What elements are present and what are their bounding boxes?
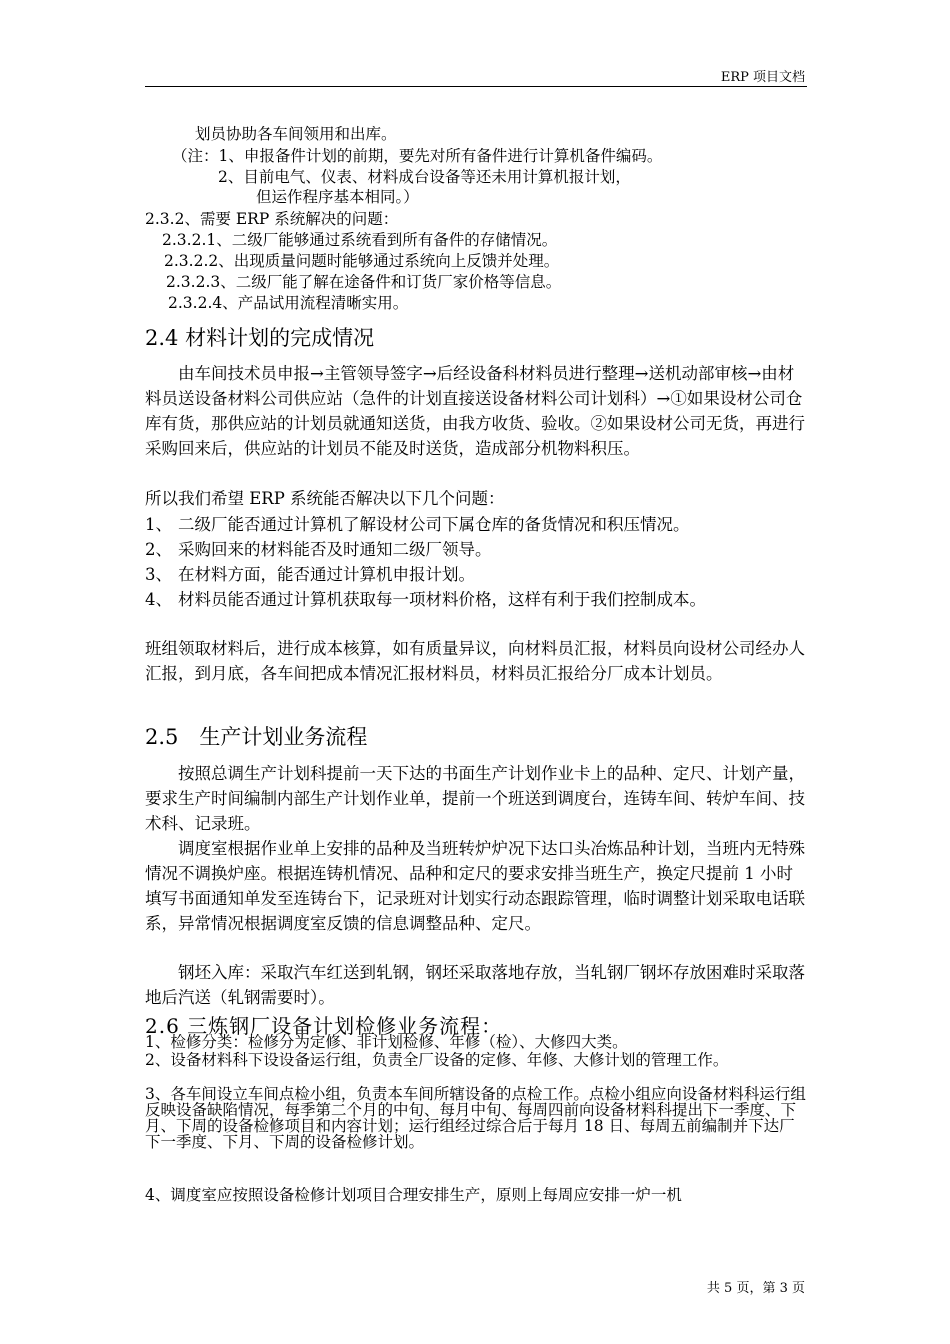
section-2-5-heading: 2.5 生产计划业务流程 — [145, 725, 368, 749]
list-text: 采购回来的材料能否及时通知二级厂领导。 — [178, 540, 492, 559]
intro-line-4: 但运作程序基本相同。） — [256, 188, 419, 206]
list-item — [145, 562, 475, 587]
list-number: 4、 — [145, 590, 172, 609]
intro-line-1: 划员协助各车间领用和出库。 — [195, 125, 397, 143]
list-item — [145, 587, 706, 612]
section-2-4-intro: 所以我们希望 ERP 系统能否解决以下几个问题： — [145, 489, 505, 508]
section-2-3-2-item: 2.3.2.1、二级厂能够通过系统看到所有备件的存储情况。 — [162, 231, 558, 249]
list-number: 3、 — [145, 565, 172, 584]
section-2-3-2-item: 2.3.2.4、产品试用流程清晰实用。 — [168, 294, 409, 312]
list-number: 1、 — [145, 515, 172, 534]
list-item — [145, 537, 492, 562]
section-2-4-para-2: 班组领取材料后，进行成本核算，如有质量异议，向材料员汇报，材料员向设材公司经办人汇报，到月底，各车间把成本情况汇报材料员，材料员汇报给分厂成本计划员。 — [145, 639, 805, 683]
section-2-3-2-item: 2.3.2.3、二级厂能了解在途备件和订货厂家价格等信息。 — [166, 273, 562, 291]
header-rule — [145, 86, 807, 87]
section-2-5-para-2: 调度室根据作业单上安排的品种及当班转炉炉况下达口头冶炼品种计划，当班内无特殊情况不调换炉座。根据连铸机情况、品种和定尺的要求安排当班生产，换定尺提前 1 小时填写书面通知单发至连铸台下，记录班对计划实行动态跟踪管理，临时调整计划采取电话联系，异常情况根据调度室反馈的信息调整品种、定尺。 — [145, 839, 805, 933]
section-2-6-item: 2、设备材料科下设设备运行组，负责全厂设备的定修、年修、大修计划的管理工作。 — [145, 1051, 729, 1069]
header-title: ERP 项目文档 — [720, 70, 805, 85]
list-item — [145, 512, 690, 537]
section-2-5-para-3: 钢坯入库：采取汽车红送到轧钢，钢坯采取落地存放，当轧钢厂钢坏存放困难时采取落地后汽送（轧钢需要时）。 — [145, 963, 805, 1007]
section-2-5-para-1: 按照总调生产计划科提前一天下达的书面生产计划作业卡上的品种、定尺、计划产量，要求生产时间编制内部生产计划作业单，提前一个班送到调度台，连铸车间、转炉车间、技术科、记录班。 — [145, 764, 805, 833]
intro-line-3: 2、目前电气、仪表、材料成台设备等还未用计算机报计划， — [218, 168, 631, 186]
page-number: 共 5 页，第 3 页 — [706, 1281, 805, 1296]
section-2-6-item: 1、检修分类：检修分为定修、非计划检修、年修（检）、大修四大类。 — [145, 1033, 628, 1051]
list-text: 在材料方面，能否通过计算机申报计划。 — [178, 565, 475, 584]
section-2-4-heading: 2.4 材料计划的完成情况 — [145, 326, 375, 350]
section-2-6-item: 4、调度室应按照设备检修计划项目合理安排生产，原则上每周应安排一炉一机 — [145, 1186, 682, 1204]
section-2-6-heading: 2.6 三炼钢厂设备计划检修业务流程： — [145, 1014, 503, 1038]
section-2-4-para-1: 由车间技术员申报→主管领导签字→后经设备科材料员进行整理→送机动部审核→由材料员送设备材料公司供应站（急件的计划直接送设备材料公司计划科）→①如果设材公司仓库有货，那供应站的计划员就通知送货，由我方收货、验收。②如果设材公司无货，再进行采购回来后，供应站的计划员不能及时送货，造成部分机物料积压。 — [145, 364, 805, 458]
section-2-6-item: 3、各车间设立车间点检小组，负责本车间所辖设备的点检工作。点检小组应向设备材料科运行组反映设备缺陷情况，每季第二个月的中旬、每月中旬、每周四前向设备材料科提出下一季度、下月、下周的设备检修项目和内容计划；运行组经过综合后于每月 18 日、每周五前编制并下达厂下一季度、下月、下周的设备检修计划。 — [145, 1085, 806, 1151]
section-2-3-2-title: 2.3.2、需要 ERP 系统解决的问题： — [145, 210, 399, 228]
list-text: 材料员能否通过计算机获取每一项材料价格，这样有利于我们控制成本。 — [178, 590, 706, 609]
intro-line-2: （注：1、申报备件计划的前期，要先对所有备件进行计算机备件编码。 — [172, 147, 663, 165]
list-number: 2、 — [145, 540, 172, 559]
list-text: 二级厂能否通过计算机了解设材公司下属仓库的备货情况和积压情况。 — [178, 515, 690, 534]
section-2-3-2-item: 2.3.2.2、出现质量问题时能够通过系统向上反馈并处理。 — [164, 252, 560, 270]
